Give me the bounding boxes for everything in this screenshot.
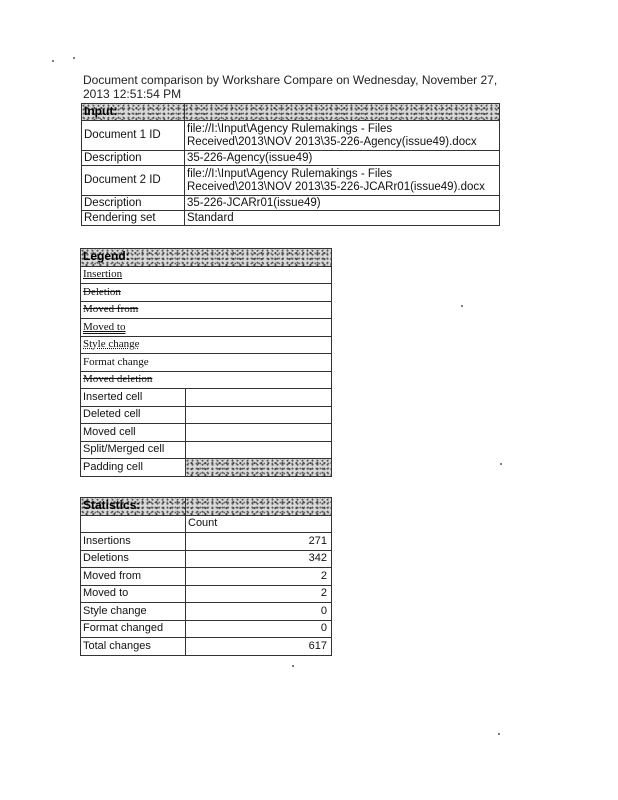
stat-count: 2 — [186, 568, 332, 586]
input-table — [81, 103, 500, 226]
row-label: Description — [82, 196, 185, 211]
legend-moved-deletion: Moved deletion — [83, 373, 153, 386]
legend-moved-cell: Moved cell — [81, 424, 186, 442]
table-row — [82, 166, 500, 196]
scan-speck — [500, 463, 502, 465]
legend-split-merged-cell: Split/Merged cell — [81, 441, 186, 459]
table-row — [81, 638, 332, 656]
row-value: Standard — [185, 211, 500, 226]
table-row — [81, 550, 332, 568]
row-value: 35-226-Agency(issue49) — [185, 151, 500, 166]
legend-header: Legend: — [83, 249, 130, 264]
table-row — [82, 151, 500, 166]
legend-row — [81, 406, 332, 424]
legend-row — [81, 301, 332, 319]
count-header: Count — [186, 515, 332, 533]
scan-speck — [52, 60, 54, 62]
statistics-header-blank — [186, 498, 332, 516]
legend-deleted-cell: Deleted cell — [81, 406, 186, 424]
legend-row — [81, 354, 332, 372]
input-header-blank — [185, 104, 500, 121]
legend-swatch — [186, 424, 332, 442]
stat-count: 342 — [186, 550, 332, 568]
statistics-table — [80, 497, 332, 656]
table-row — [81, 585, 332, 603]
legend-row — [81, 319, 332, 337]
scan-speck — [498, 733, 500, 735]
row-label: Document 1 ID — [82, 121, 185, 151]
legend-row — [81, 389, 332, 407]
stat-label: Style change — [81, 603, 186, 621]
legend-swatch-padding — [186, 459, 332, 477]
scan-speck — [73, 57, 75, 59]
legend-swatch — [186, 406, 332, 424]
scan-speck — [292, 665, 294, 667]
row-label: Document 2 ID — [82, 166, 185, 196]
row-value: 35-226-JCARr01(issue49) — [185, 196, 500, 211]
table-row — [82, 121, 500, 151]
input-header-cell — [82, 104, 185, 121]
row-value: file://I:\Input\Agency Rulemakings - Files Received\2013\NOV 2013\35-226-Agency(issue49).docx — [185, 121, 500, 151]
legend-row — [81, 371, 332, 389]
stat-label: Moved from — [81, 568, 186, 586]
legend-row — [81, 266, 332, 284]
statistics-header-cell — [81, 498, 186, 516]
stat-count: 0 — [186, 603, 332, 621]
table-row — [81, 603, 332, 621]
legend-padding-cell: Padding cell — [81, 459, 186, 477]
stat-label: Deletions — [81, 550, 186, 568]
stat-label: Format changed — [81, 620, 186, 638]
legend-swatch — [186, 441, 332, 459]
row-value: file://I:\Input\Agency Rulemakings - Files Received\2013\NOV 2013\35-226-JCARr01(issue49).docx — [185, 166, 500, 196]
scan-speck — [461, 305, 463, 307]
legend-header-cell — [81, 249, 332, 267]
stat-label: Total changes — [81, 638, 186, 656]
legend-swatch — [186, 389, 332, 407]
input-header: Input: — [84, 104, 118, 118]
legend-inserted-cell: Inserted cell — [81, 389, 186, 407]
legend-style-change: Style change — [83, 338, 140, 351]
legend-row — [81, 284, 332, 302]
legend-row — [81, 336, 332, 354]
legend-row — [81, 459, 332, 477]
legend-deletion: Deletion — [83, 285, 121, 298]
table-row — [82, 196, 500, 211]
legend-format-change: Format change — [83, 355, 149, 368]
table-row — [81, 568, 332, 586]
legend-row — [81, 424, 332, 442]
stat-label: Insertions — [81, 533, 186, 551]
legend-table — [80, 248, 332, 477]
table-row — [81, 533, 332, 551]
statistics-blank-cell — [81, 515, 186, 533]
table-row — [82, 211, 500, 226]
statistics-header: Statistics: — [83, 498, 141, 513]
stat-label: Moved to — [81, 585, 186, 603]
page-title: Document comparison by Workshare Compare on Wednesday, November 27, 2013 12:51:54 PM — [83, 73, 498, 101]
legend-insertion: Insertion — [83, 268, 123, 281]
table-row — [81, 620, 332, 638]
legend-moved-to: Moved to — [83, 320, 126, 333]
stat-count: 271 — [186, 533, 332, 551]
legend-row — [81, 441, 332, 459]
row-label: Description — [82, 151, 185, 166]
stat-count: 2 — [186, 585, 332, 603]
legend-moved-from: Moved from — [83, 303, 139, 316]
stat-count: 0 — [186, 620, 332, 638]
row-label: Rendering set — [82, 211, 185, 226]
stat-count: 617 — [186, 638, 332, 656]
